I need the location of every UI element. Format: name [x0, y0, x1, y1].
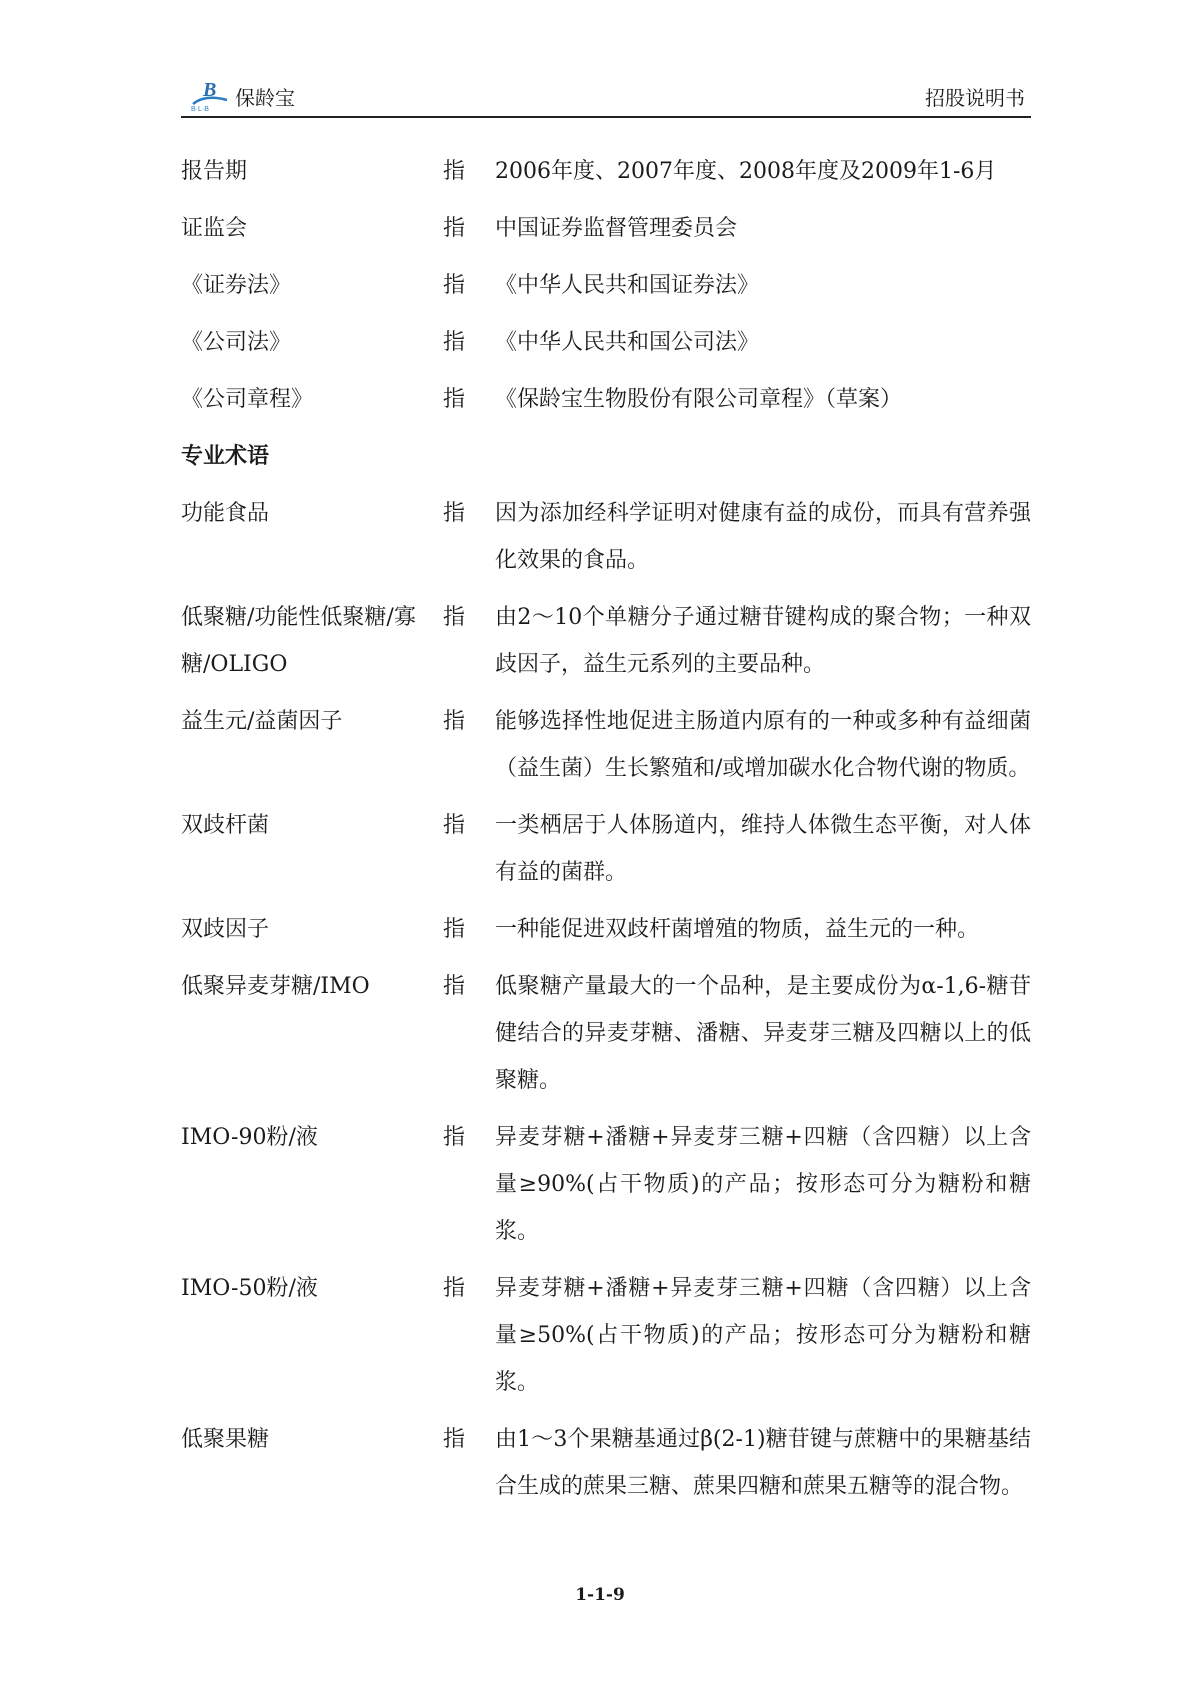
entry-connector: 指: [443, 605, 466, 630]
entry-term: 功能食品: [181, 501, 270, 526]
document-title: 招股说明书: [925, 86, 1025, 110]
entry-definition: 由2～10个单糖分子通过糖苷键构成的聚合物；一种双歧因子，益生元系列的主要品种。: [495, 605, 1031, 677]
entry-term: 低聚糖/功能性低聚糖/寡糖/OLIGO: [181, 605, 416, 677]
glossary-list: [181, 148, 1031, 1520]
entry-term: 《证券法》: [181, 273, 292, 298]
page-header: [181, 76, 1031, 118]
entry-connector: 指: [443, 216, 466, 241]
entry-connector: 指: [443, 387, 466, 412]
glossary-entry: [181, 376, 1031, 423]
entry-definition: 由1～3个果糖基通过β(2-1)糖苷键与蔗糖中的果糖基结合生成的蔗果三糖、蔗果四糖和蔗果五糖等的混合物。: [495, 1427, 1031, 1499]
entry-term: 《公司法》: [181, 330, 292, 355]
page-number: 1-1-9: [575, 1585, 625, 1605]
entry-connector: 指: [443, 974, 466, 999]
entry-connector: 指: [443, 330, 466, 355]
glossary-entry: [181, 490, 1031, 584]
entry-definition: 《中华人民共和国证券法》: [495, 273, 760, 298]
glossary-entry: [181, 205, 1031, 252]
entry-definition: 《中华人民共和国公司法》: [495, 330, 760, 355]
entry-connector: 指: [443, 1276, 466, 1301]
entry-definition: 异麦芽糖+潘糖+异麦芽三糖+四糖（含四糖）以上含量≥50%(占干物质)的产品；按形态可分为糖粉和糖浆。: [495, 1276, 1031, 1395]
entry-term: 益生元/益菌因子: [181, 709, 343, 734]
glossary-entry: [181, 1114, 1031, 1255]
entry-definition: 低聚糖产量最大的一个品种，是主要成份为α-1,6-糖苷健结合的异麦芽糖、潘糖、异麦芽三糖及四糖以上的低聚糖。: [495, 974, 1031, 1093]
entry-definition: 2006年度、2007年度、2008年度及2009年1-6月: [495, 159, 997, 184]
glossary-entry: [181, 906, 1031, 953]
entry-term: IMO-90粉/液: [181, 1125, 318, 1150]
entry-definition: 一种能促进双歧杆菌增殖的物质，益生元的一种。: [495, 917, 980, 942]
entry-connector: 指: [443, 917, 466, 942]
entry-term: 证监会: [181, 216, 248, 241]
entry-term: 双歧杆菌: [181, 813, 270, 838]
entry-term: 《公司章程》: [181, 387, 314, 412]
entry-connector: 指: [443, 813, 466, 838]
entry-definition: 一类栖居于人体肠道内，维持人体微生态平衡，对人体有益的菌群。: [495, 813, 1031, 885]
entry-term: 报告期: [181, 159, 248, 184]
entry-connector: 指: [443, 159, 466, 184]
glossary-entry: [181, 319, 1031, 366]
entry-term: 低聚果糖: [181, 1427, 270, 1452]
entry-definition: 能够选择性地促进主肠道内原有的一种或多种有益细菌（益生菌）生长繁殖和/或增加碳水化合物代谢的物质。: [495, 709, 1031, 781]
entry-definition: 异麦芽糖+潘糖+异麦芽三糖+四糖（含四糖）以上含量≥90%(占干物质)的产品；按形态可分为糖粉和糖浆。: [495, 1125, 1031, 1244]
entry-term: IMO-50粉/液: [181, 1276, 318, 1301]
glossary-entry: [181, 594, 1031, 688]
glossary-entry: [181, 963, 1031, 1104]
company-name: 保龄宝: [235, 86, 295, 110]
entry-connector: 指: [443, 501, 466, 526]
company-logo-icon: [187, 78, 233, 112]
entry-term: 低聚异麦芽糖/IMO: [181, 974, 370, 999]
entry-connector: 指: [443, 273, 466, 298]
glossary-entry: [181, 262, 1031, 309]
section-heading: 专业术语: [181, 443, 270, 469]
entry-definition: 中国证券监督管理委员会: [495, 216, 738, 241]
glossary-entry: [181, 1416, 1031, 1510]
entry-definition: 《保龄宝生物股份有限公司章程》（草案）: [495, 387, 903, 412]
logo-letter: B: [203, 79, 217, 101]
entry-term: 双歧因子: [181, 917, 270, 942]
entry-definition: 因为添加经科学证明对健康有益的成份，而具有营养强化效果的食品。: [495, 501, 1031, 573]
glossary-entry: [181, 802, 1031, 896]
entry-connector: 指: [443, 1125, 466, 1150]
logo-subtext: B·L·B: [191, 106, 209, 112]
glossary-entry: [181, 148, 1031, 195]
entry-connector: 指: [443, 709, 466, 734]
glossary-entry: [181, 1265, 1031, 1406]
glossary-entry: [181, 698, 1031, 792]
entry-connector: 指: [443, 1427, 466, 1452]
